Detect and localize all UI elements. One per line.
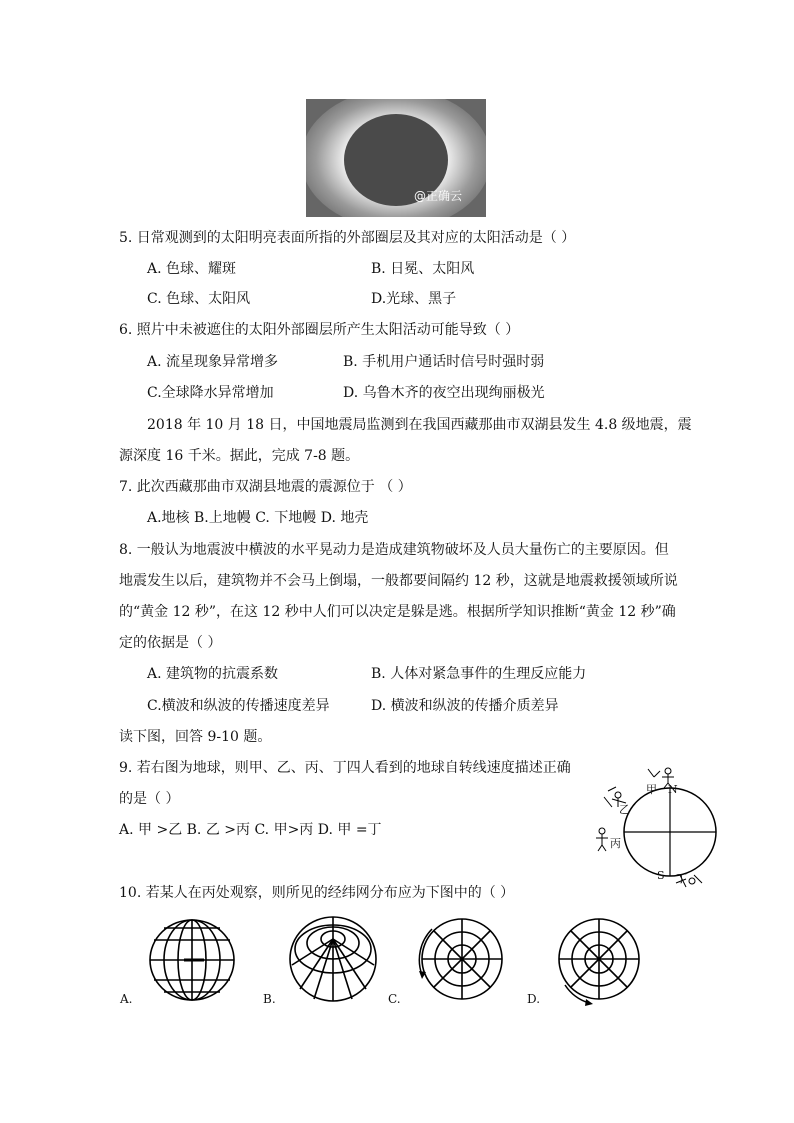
globe-option-a <box>148 918 236 1002</box>
q10-stem: 10. 若某人在丙处观察，则所见的经纬网分布应为下图中的（ ） <box>119 885 515 901</box>
q8-line-1: 8. 一般认为地震波中横波的水平晃动力是造成建筑物破坏及人员大量伤亡的主要原因。但 <box>119 542 669 558</box>
intro-line-1: 2018 年 10 月 18 日，中国地震局监测到在我国西藏那曲市双湖县发生 4.8 级地震，震 <box>147 417 692 433</box>
label-yi: 乙 <box>619 803 630 816</box>
q8-line-3: 的“黄金 12 秒”，在这 12 秒中人们可以决定是躲是逃。根据所学知识推断“黄金 12 秒”确 <box>119 604 676 620</box>
q8-line-2: 地震发生以后，建筑物并不会马上倒塌，一般都要间隔约 12 秒，这就是地震救援领域所说 <box>119 573 678 589</box>
q10-label-d: D. <box>527 992 541 1006</box>
label-ding: 丁 <box>676 872 687 885</box>
q9-options: A. 甲 >乙 B. 乙 >丙 C. 甲>丙 D. 甲 =丁 <box>119 822 382 838</box>
read-instruction: 读下图，回答 9-10 题。 <box>119 729 272 745</box>
label-south: S <box>657 869 665 882</box>
globe-option-b <box>288 915 378 1003</box>
q8-option-c: C.横波和纵波的传播速度差异 <box>147 698 330 714</box>
globe-option-d <box>555 915 643 1007</box>
label-bing: 丙 <box>610 837 621 850</box>
q9-line-1: 9. 若右图为地球，则甲、乙、丙、丁四人看到的地球自转线速度描述正确 <box>119 760 571 776</box>
q5-stem: 5. 日常观测到的太阳明亮表面所指的外部圈层及其对应的太阳活动是（ ） <box>119 230 576 246</box>
label-jia: 甲 <box>646 783 657 796</box>
q5-option-c: C. 色球、太阳风 <box>147 291 251 307</box>
q5-option-d: D.光球、黑子 <box>371 291 457 307</box>
q8-line-4: 定的依据是（ ） <box>119 635 222 651</box>
intro-line-2: 源深度 16 千米。据此，完成 7-8 题。 <box>119 448 360 464</box>
photo-watermark: @正确云 <box>414 189 463 203</box>
q10-label-a: A. <box>120 992 133 1006</box>
q5-option-a: A. 色球、耀斑 <box>147 261 237 277</box>
solar-eclipse-photo <box>306 99 486 217</box>
label-north: N <box>668 783 678 796</box>
q5-option-b: B. 日冕、太阳风 <box>371 261 475 277</box>
earth-observers-diagram <box>588 763 728 893</box>
q8-option-b: B. 人体对紧急事件的生理反应能力 <box>371 666 587 682</box>
globe-option-c <box>418 915 506 1003</box>
q6-option-c: C.全球降水异常增加 <box>147 385 274 401</box>
q9-line-2: 的是（ ） <box>119 791 180 807</box>
q7-options: A.地核 B.上地幔 C. 下地幔 D. 地壳 <box>147 510 369 526</box>
q6-option-a: A. 流星现象异常增多 <box>147 354 279 370</box>
q10-label-c: C. <box>388 992 401 1006</box>
q7-stem: 7. 此次西藏那曲市双湖县地震的震源位于 （ ） <box>119 479 412 495</box>
q6-option-d: D. 乌鲁木齐的夜空出现绚丽极光 <box>343 385 545 401</box>
q10-label-b: B. <box>263 992 276 1006</box>
q6-option-b: B. 手机用户通话时信号时强时弱 <box>343 354 545 370</box>
q8-option-d: D. 横波和纵波的传播介质差异 <box>371 698 559 714</box>
q6-stem: 6. 照片中未被遮住的太阳外部圈层所产生太阳活动可能导致（ ） <box>119 322 520 338</box>
q8-option-a: A. 建筑物的抗震系数 <box>147 666 279 682</box>
